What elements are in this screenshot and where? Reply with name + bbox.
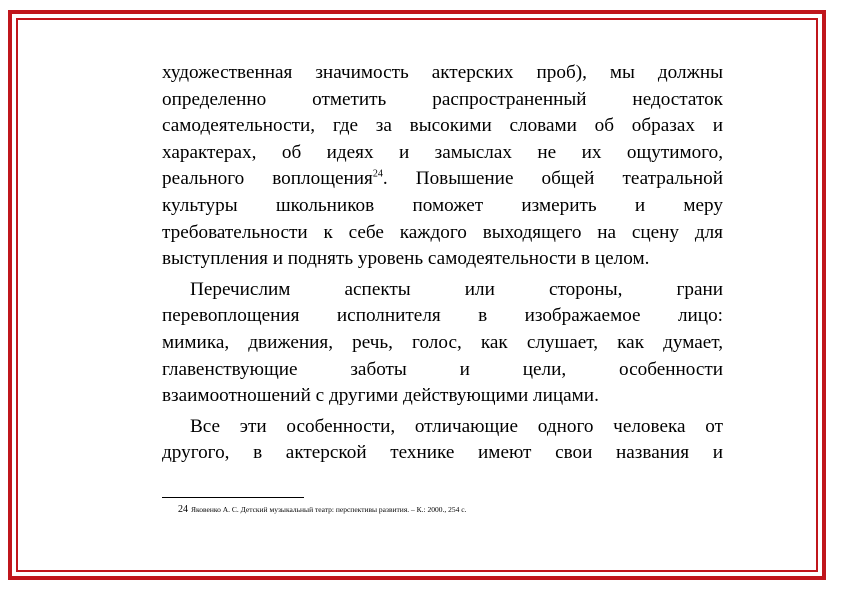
footnote xyxy=(178,505,466,515)
paragraph-3 xyxy=(162,414,723,467)
footnote-text: Яковенко А. С. Детский музыкальный театр: перспективы развития. – К.: 2000., 254 с. xyxy=(191,505,467,514)
text-line: другого, в актерской технике имеют свои названия и xyxy=(162,442,723,464)
text-line: мимика, движения, речь, голос, как слушает, как думает, xyxy=(162,331,723,353)
text-line-with-footnote xyxy=(162,166,723,193)
text-line: выступления и поднять уровень самодеятельности в целом. xyxy=(162,248,650,270)
text-line: главенствующие заботы и цели, особенности xyxy=(162,358,723,380)
text-line: требовательности к себе каждого выходящего на сцену для xyxy=(162,221,723,243)
document-body xyxy=(162,60,723,467)
text-line: художественная значимость актерских проб), мы должны xyxy=(162,62,723,83)
text-line: самодеятельности, где за высокими словами об образах и xyxy=(162,115,723,137)
text-line: Перечислим аспекты или стороны, грани xyxy=(190,278,723,300)
paragraph-1 xyxy=(162,60,723,273)
text-segment: реального воплощения xyxy=(162,168,373,190)
text-line: характерах, об идеях и замыслах не их ощутимого, xyxy=(162,141,723,163)
text-line: взаимоотношений с другими действующими лицами. xyxy=(162,385,599,407)
text-segment: . Повышение общей театральной xyxy=(382,168,723,190)
text-line: Все эти особенности, отличающие одного человека от xyxy=(190,415,723,437)
text-line: перевоплощения исполнителя в изображаемое лицо: xyxy=(162,305,723,327)
footnote-number: 24 xyxy=(178,504,188,515)
text-line: культуры школьников поможет измерить и меру xyxy=(162,194,723,216)
footnote-reference[interactable]: 24 xyxy=(372,168,383,180)
paragraph-2 xyxy=(162,277,723,410)
text-line: определенно отметить распространенный недостаток xyxy=(162,88,723,110)
footnote-separator xyxy=(162,497,304,498)
